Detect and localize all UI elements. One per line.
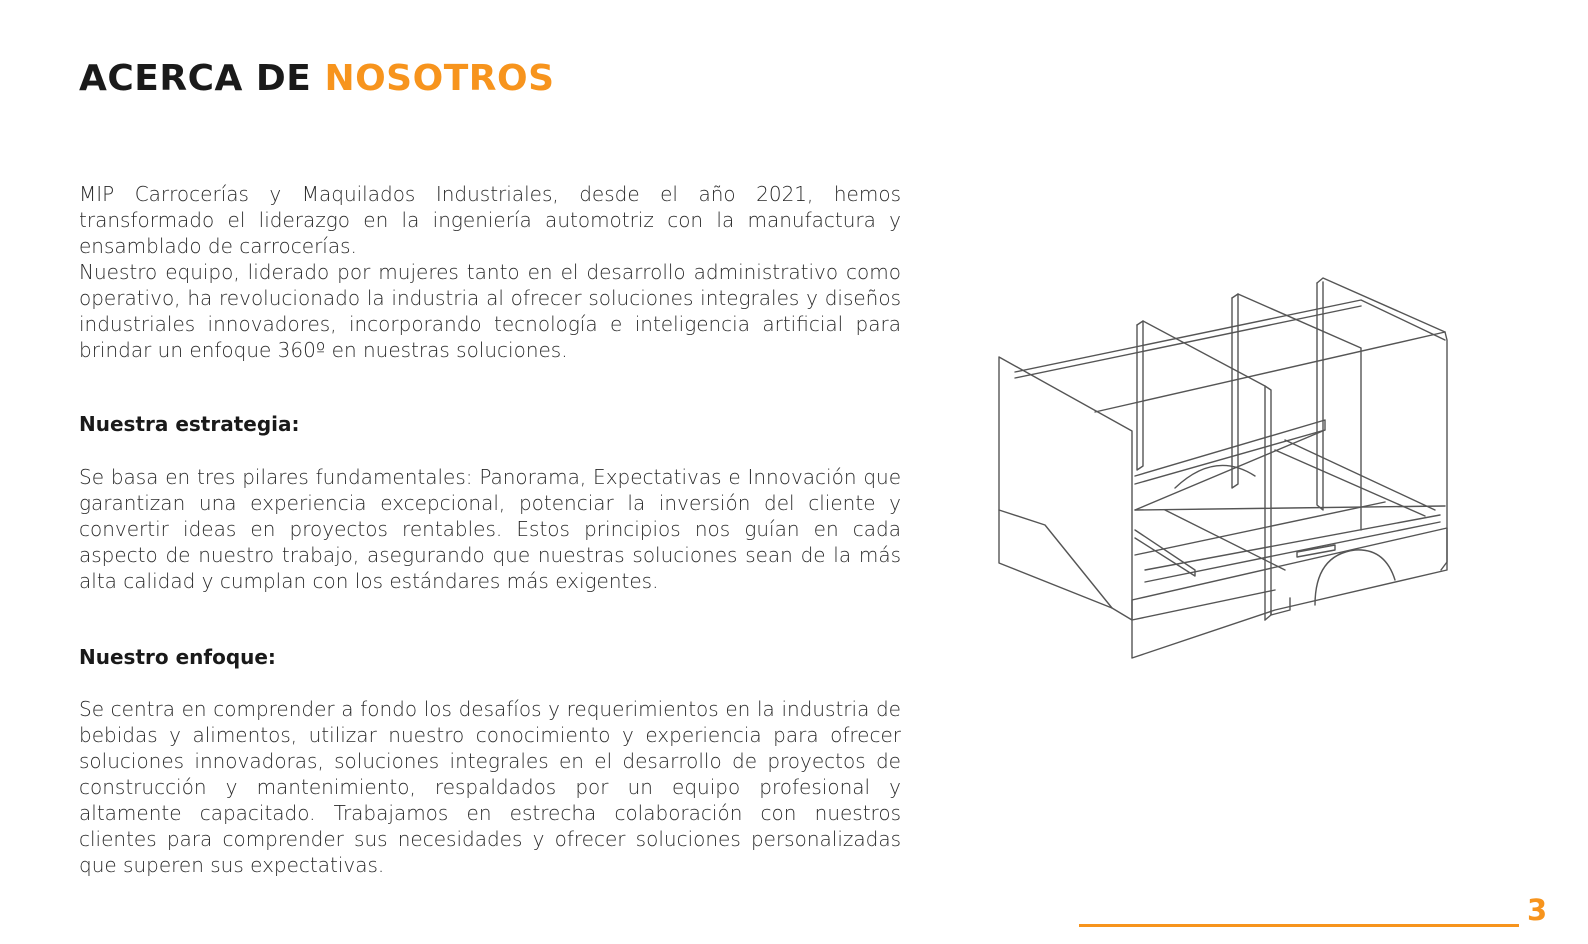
title-accent: NOSOTROS	[324, 58, 555, 99]
intro-paragraph-1: MIP Carrocerías y Maquilados Industriales, desde el año 2021, hemos transformado el liderazgo en la ingeniería automotriz con la manufactura y ensamblado de carrocerías.	[79, 182, 901, 258]
footer-rule	[1079, 924, 1519, 927]
title-main: ACERCA DE	[79, 58, 312, 99]
page-title	[79, 58, 555, 99]
enfoque-body: Se centra en comprender a fondo los desafíos y requerimientos en la industria de bebidas y alimentos, utilizar nuestro conocimiento y experiencia para ofrecer soluciones innovadoras, soluciones integrales en el desarrollo de proyectos de construcción y mantenimiento, respaldados por un equipo profesional y altamente capacitado. Trabajamos en estrecha colaboración con nuestros clientes para comprender sus necesidades y ofrecer soluciones personalizadas que superen sus expectativas.	[79, 697, 901, 877]
enfoque-heading: Nuestro enfoque:	[79, 645, 276, 669]
estrategia-heading: Nuestra estrategia:	[79, 412, 300, 436]
intro-paragraph-2: Nuestro equipo, liderado por mujeres tanto en el desarrollo administrativo como operativo, ha revolucionado la industria al ofrecer soluciones integrales y diseños industriales innovadores, incorporando tecnología e inteligencia artificial para brindar un enfoque 360º en nuestras soluciones.	[79, 260, 901, 362]
truck-body-frame-icon	[985, 270, 1485, 680]
estrategia-section	[79, 464, 901, 594]
enfoque-section	[79, 696, 901, 878]
page-number: 3	[1527, 893, 1548, 927]
estrategia-body: Se basa en tres pilares fundamentales: Panorama, Expectativas e Innovación que garantizan una experiencia excepcional, potenciar la inversión del cliente y convertir ideas en proyectos rentables. Estos principios nos guían en cada aspecto de nuestro trabajo, asegurando que nuestras soluciones sean de la más alta calidad y cumplan con los estándares más exigentes.	[79, 465, 901, 593]
intro-section	[79, 181, 901, 363]
